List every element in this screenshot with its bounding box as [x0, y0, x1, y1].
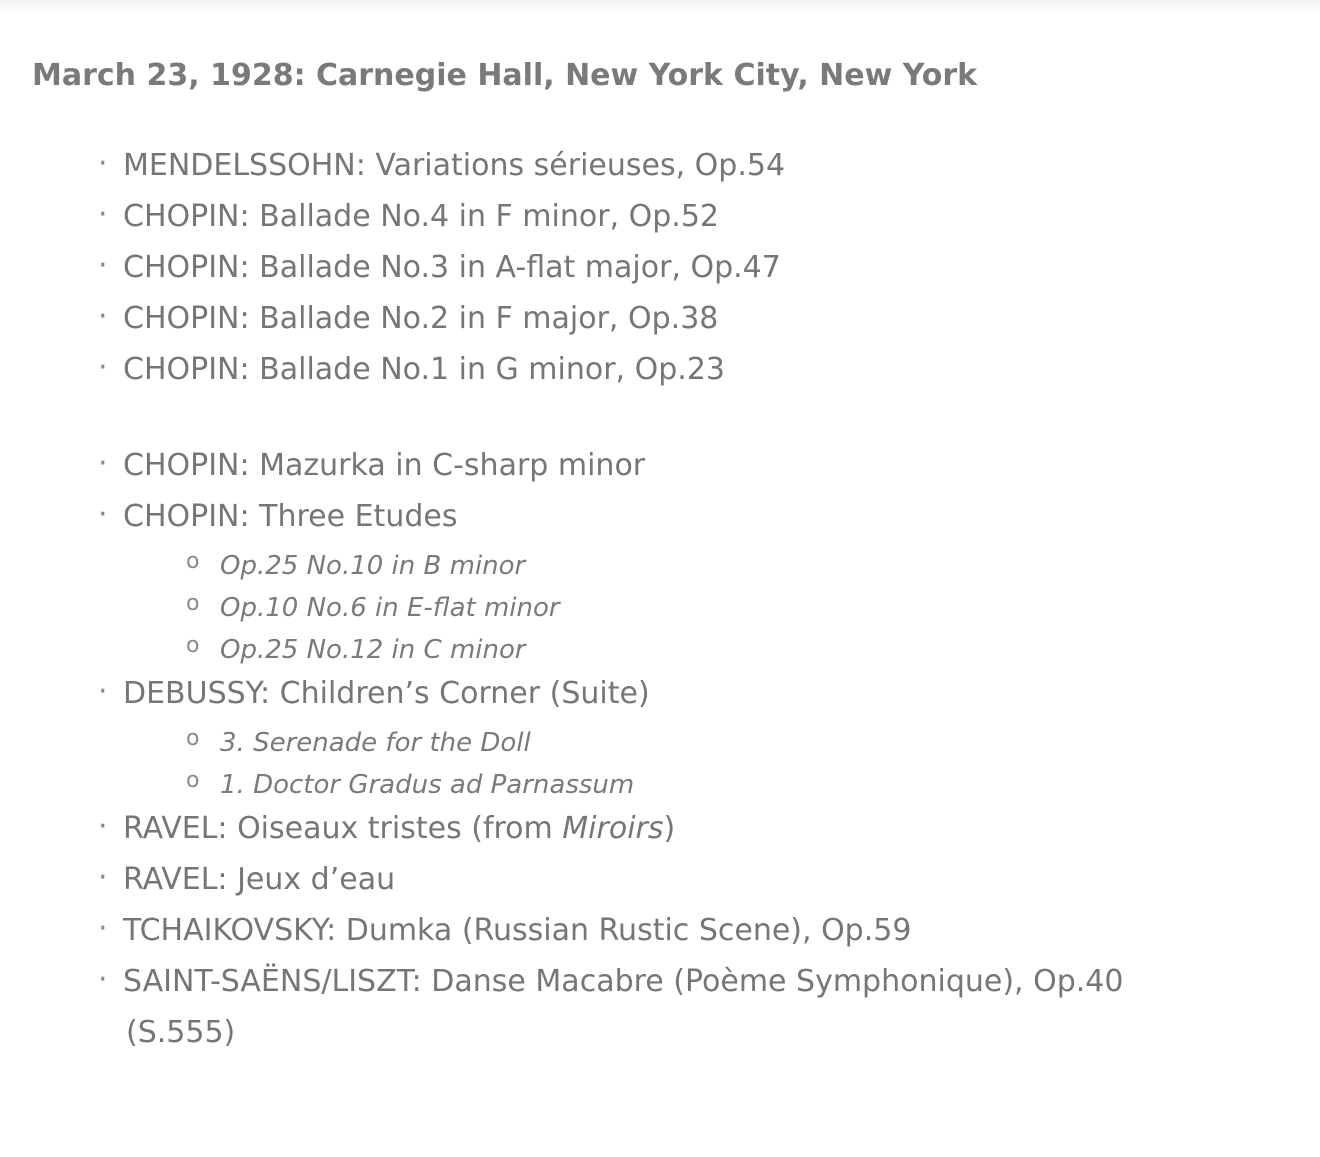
- concert-heading: March 23, 1928: Carnegie Hall, New York City, New York: [32, 58, 978, 93]
- bullet-icon: ·: [98, 350, 108, 385]
- circle-bullet-icon: o: [186, 768, 200, 793]
- bullet-icon: ·: [98, 446, 108, 481]
- program-item-text: SAINT-SAËNS/LISZT: Danse Macabre (Poème Symphonique), Op.40: [123, 964, 1124, 999]
- bullet-icon: ·: [98, 962, 108, 997]
- sub-item-text: 1. Doctor Gradus ad Parnassum: [220, 770, 635, 800]
- sub-item-text: 3. Serenade for the Doll: [220, 728, 531, 758]
- program-item-text: TCHAIKOVSKY: Dumka (Russian Rustic Scene), Op.59: [123, 913, 912, 948]
- bullet-icon: ·: [98, 911, 108, 946]
- program-item-text-part: RAVEL: Oiseaux tristes (from: [123, 811, 563, 846]
- bullet-icon: ·: [98, 146, 108, 181]
- bullet-icon: ·: [98, 497, 108, 532]
- work-title-italic: Miroirs: [562, 811, 664, 846]
- program-item-text: CHOPIN: Ballade No.3 in A-flat major, Op.47: [123, 250, 781, 285]
- program-item-text: CHOPIN: Ballade No.4 in F minor, Op.52: [123, 199, 720, 234]
- bullet-icon: ·: [98, 197, 108, 232]
- program-item-text: CHOPIN: Ballade No.1 in G minor, Op.23: [123, 352, 725, 387]
- program-item-text: (S.555): [126, 1015, 236, 1050]
- program-item-text: [123, 809, 675, 849]
- circle-bullet-icon: o: [186, 549, 200, 574]
- bullet-icon: ·: [98, 860, 108, 895]
- program-item-text-part: ): [663, 811, 676, 846]
- bullet-icon: ·: [98, 299, 108, 334]
- sub-item-text: Op.10 No.6 in E-flat minor: [220, 593, 560, 623]
- sub-item-text: Op.25 No.12 in C minor: [220, 635, 526, 665]
- circle-bullet-icon: o: [186, 726, 200, 751]
- circle-bullet-icon: o: [186, 591, 200, 616]
- program-item-text: RAVEL: Jeux d’eau: [123, 862, 396, 897]
- circle-bullet-icon: o: [186, 633, 200, 658]
- program-item-text: DEBUSSY: Children’s Corner (Suite): [123, 676, 650, 711]
- program-item-text: CHOPIN: Mazurka in C-sharp minor: [123, 448, 646, 483]
- program-item-text: CHOPIN: Ballade No.2 in F major, Op.38: [123, 301, 719, 336]
- program-item-text: MENDELSSOHN: Variations sérieuses, Op.54: [123, 148, 786, 183]
- bullet-icon: ·: [98, 809, 108, 844]
- top-divider: [0, 0, 1320, 14]
- bullet-icon: ·: [98, 674, 108, 709]
- bullet-icon: ·: [98, 248, 108, 283]
- sub-item-text: Op.25 No.10 in B minor: [220, 551, 526, 581]
- program-item-text: CHOPIN: Three Etudes: [123, 499, 458, 534]
